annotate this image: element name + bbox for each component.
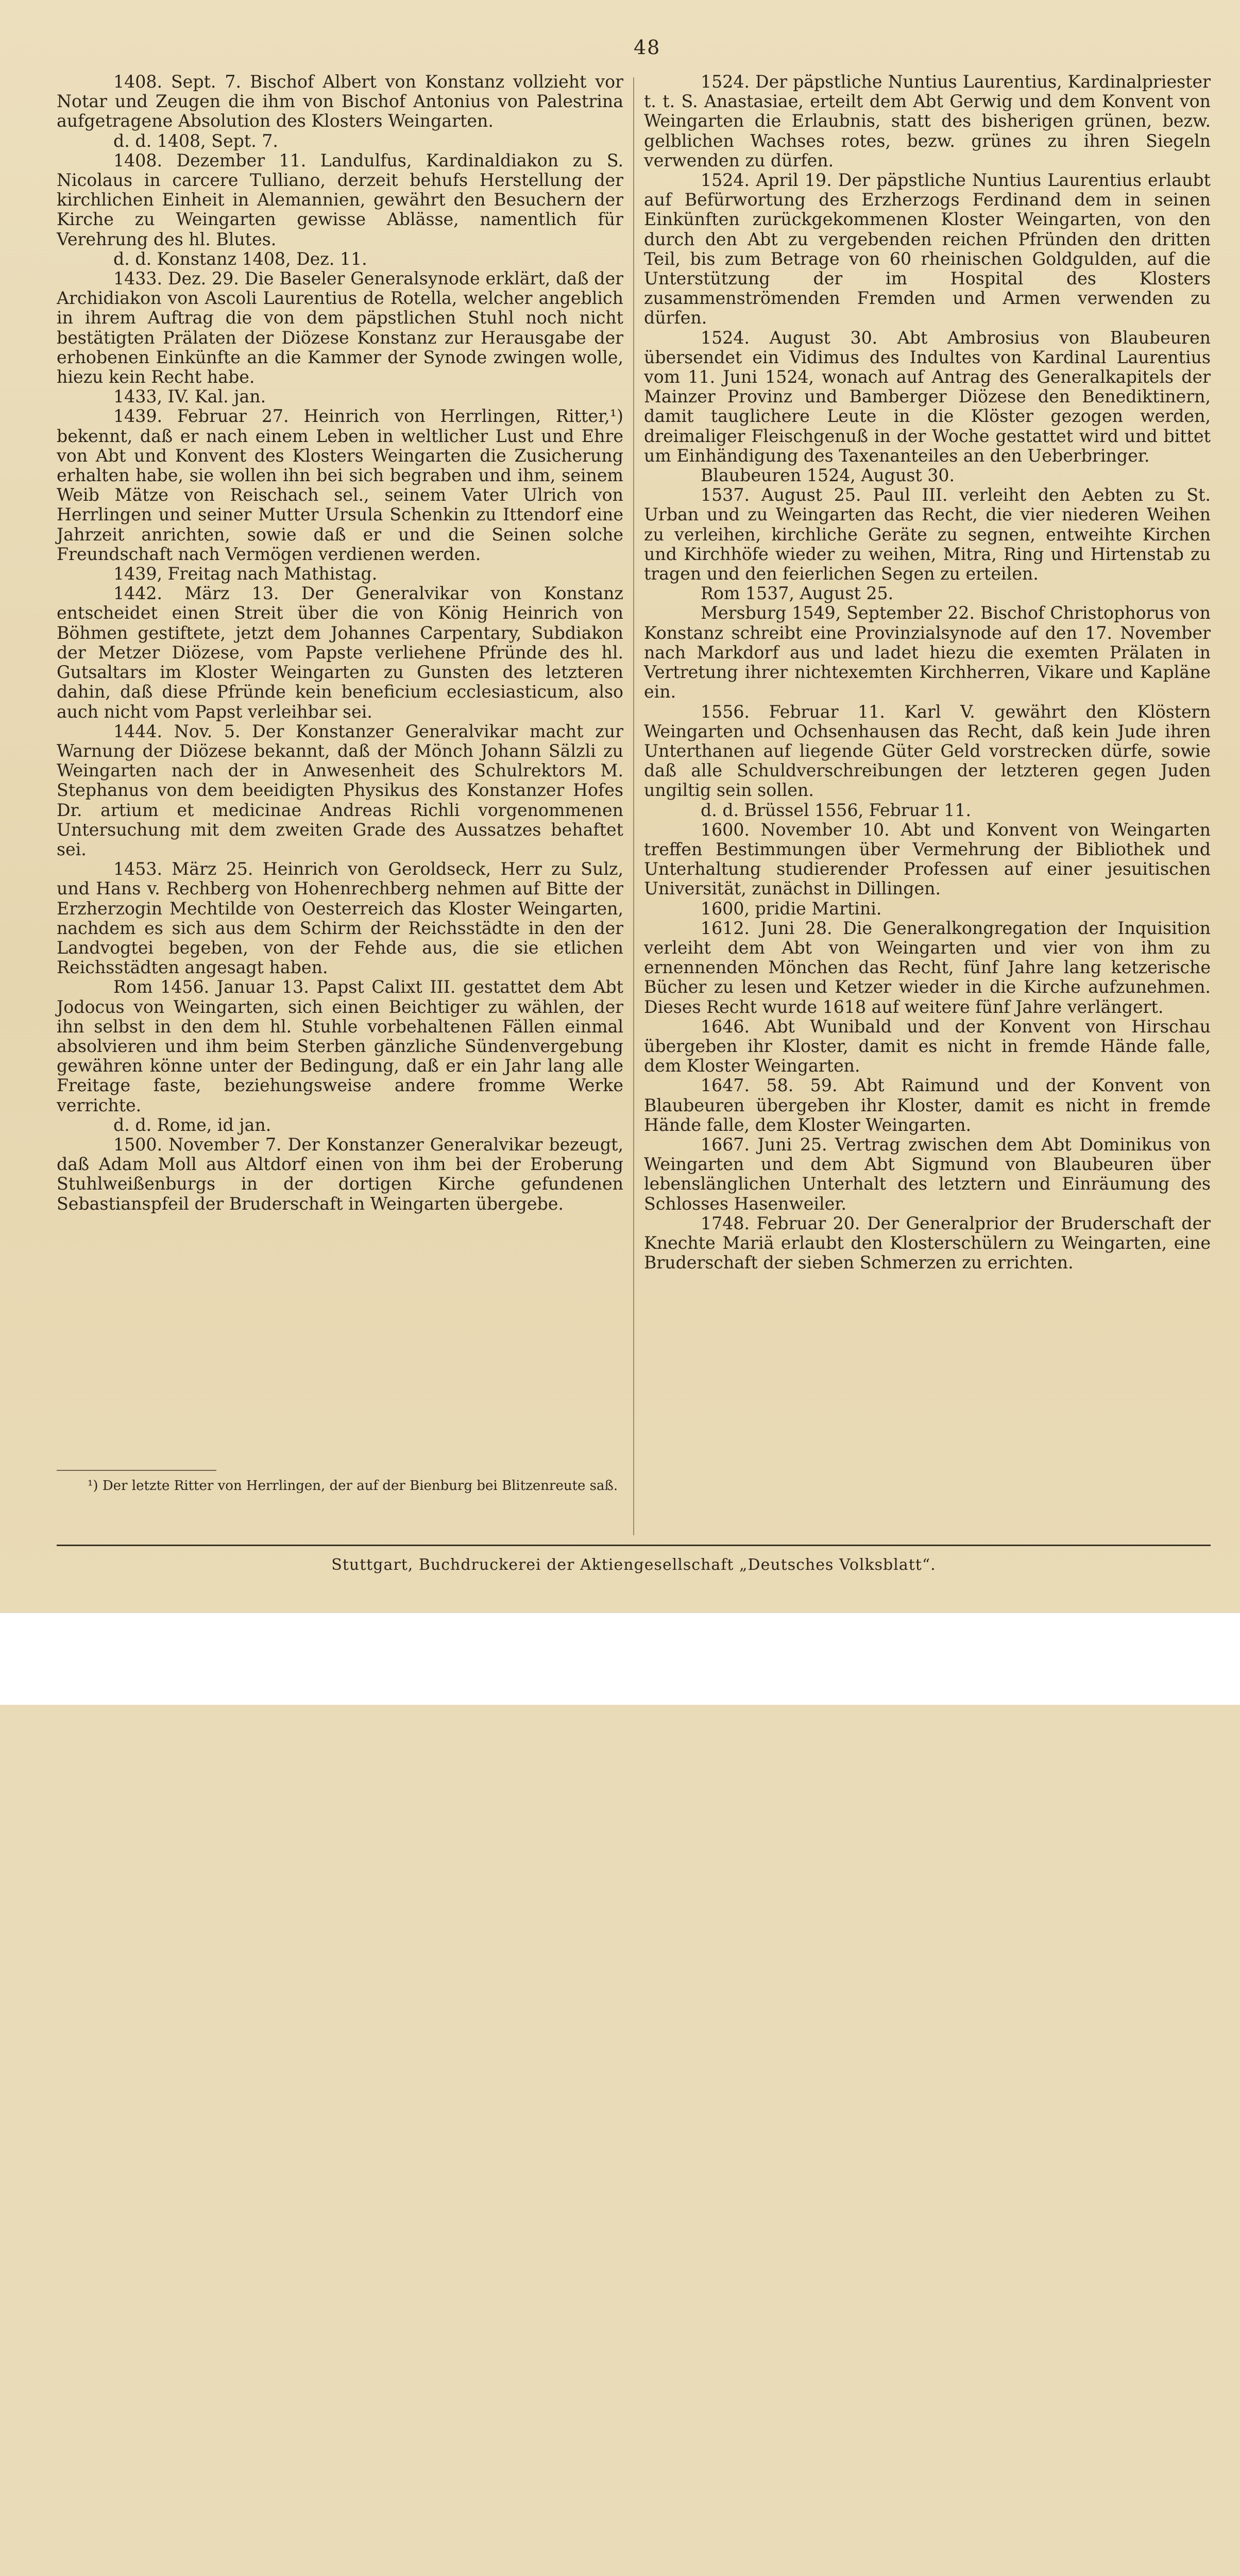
dateline: 1433, IV. Kal. jan. — [113, 386, 266, 407]
entry-1612: 1612. Juni 28. Die Generalkongregation der Inquisition verleiht dem Abt von Weingarten und vier von ihm zu ernennenden Mönchen das Recht, fünf Jahre lang ketzerische Bücher zu lesen und Ketzer wieder in die Kirche aufzunehmen. Dieses Recht wurde 1618 auf weitere fünf Jahre verlängert. — [644, 918, 1211, 1017]
imprint: Stuttgart, Buchdruckerei der Aktiengesellschaft „Deutsches Volksblatt“. — [331, 1556, 936, 1574]
entry-1524-august: 1524. August 30. Abt Ambrosius von Blaubeuren übersendet ein Vidimus des Indultes von Kardinal Laurentius vom 11. Juni 1524, wonach auf Antrag des Generalkapitels der Mainzer Provinz und Bamberger Diözese den Benediktinern, damit tauglichere Leute in die Klöster gezogen werden, dreimaliger Fleischgenuß in der Woche gestattet wird und bittet um Einhändigung des Taxenanteiles an den Ueberbringer. — [644, 327, 1211, 466]
page-number: 48 — [634, 36, 661, 59]
footnote-rule — [57, 1470, 216, 1471]
entry-1456: Rom 1456. Januar 13. Papst Calixt III. gestattet dem Abt Jodocus von Weingarten, sich einen Beichtiger zu wählen, der ihn selbst in den dem hl. Stuhle vorbehaltenen Fällen einmal absolvieren und ihm beim Sterben gänzliche Sündenvergebung gewähren könne unter der Bedingung, daß er ein Jahr lang alle Freitage faste, beziehungsweise andere fromme Werke verrichte. — [57, 977, 623, 1115]
imprint-rule — [57, 1545, 1211, 1546]
dateline: Blaubeuren 1524, August 30. — [701, 465, 955, 486]
dateline: d. d. 1408, Sept. 7. — [113, 130, 278, 151]
entry-1667: 1667. Juni 25. Vertrag zwischen dem Abt Dominikus von Weingarten und dem Abt Sigmund von Blaubeuren über lebenslänglichen Unterhalt des letztern und Einräumung des Schlosses Hasenweiler. — [644, 1134, 1211, 1214]
dateline: d. d. Konstanz 1408, Dez. 11. — [113, 248, 367, 269]
entry-1647: 1647. 58. 59. Abt Raimund und der Konvent von Blaubeuren übergeben ihr Kloster, damit es nicht in fremde Hände falle, dem Kloster Weingarten. — [644, 1075, 1211, 1135]
dateline: Rom 1537, August 25. — [701, 583, 894, 604]
entry-1433: 1433. Dez. 29. Die Baseler Generalsynode erklärt, daß der Archidiakon von Ascoli Laurentius de Rotella, welcher angeblich in ihrem Auftrag die von dem päpstlichen Stuhl noch nicht bestätigten Prälaten der Diözese Konstanz zur Herausgabe der erhobenen Einkünfte an die Kammer der Synode zwingen wolle, hiezu kein Recht habe. — [57, 268, 623, 387]
entry-1439: 1439. Februar 27. Heinrich von Herrlingen, Ritter,¹) bekennt, daß er nach einem Leben in weltlicher Lust und Ehre von Abt und Konvent des Klosters Weingarten die Zusicherung erhalten habe, sie wollen ihn bei sich begraben und ihm, seinem Weib Mätze von Reischach sel., seinem Vater Ulrich von Herrlingen und seiner Mutter Ursula Schenkin zu Ittendorf eine Jahrzeit anrichten, sowie daß er und die Seinen solche Freundschaft nach Vermögen verdienen werden. — [57, 406, 623, 564]
entry-1556: 1556. Februar 11. Karl V. gewährt den Klöstern Weingarten und Ochsenhausen das Recht, daß kein Jude ihren Unterthanen auf liegende Güter Geld vorstrecken dürfe, sowie daß alle Schuldverschreibungen der letzteren gegen Juden ungiltig sein sollen. — [644, 701, 1211, 801]
entry-1600: 1600. November 10. Abt und Konvent von Weingarten treffen Bestimmungen über Vermehrung der Bibliothek und Unterhaltung studierender Professen auf einer jesuitischen Universität, zunächst in Dillingen. — [644, 819, 1211, 899]
entry-1646: 1646. Abt Wunibald und der Konvent von Hirschau übergeben ihr Kloster, damit es nicht in fremde Hände falle, dem Kloster Weingarten. — [644, 1016, 1211, 1076]
column-divider — [633, 77, 634, 1535]
dateline: 1439, Freitag nach Mathistag. — [113, 564, 378, 584]
viewer-footer — [0, 1613, 1240, 1705]
entry-1408-sept: 1408. Sept. 7. Bischof Albert von Konstanz vollzieht vor Notar und Zeugen die ihm von Bischof Antonius von Palestrina aufgetragene Absolution des Klosters Weingarten. — [57, 72, 623, 131]
entry-1748: 1748. Februar 20. Der Generalprior der Bruderschaft der Knechte Mariä erlaubt den Klosterschülern zu Weingarten, eine Bruderschaft der sieben Schmerzen zu errichten. — [644, 1213, 1211, 1273]
entry-1444: 1444. Nov. 5. Der Konstanzer Generalvikar macht zur Warnung der Diözese bekannt, daß der Mönch Johann Sälzli zu Weingarten nach der in Anwesenheit des Schulrektors M. Stephanus von dem beeidigten Physikus des Konstanzer Hofes Dr. artium et medicinae Andreas Richli vorgenommenen Untersuchung mit dem zweiten Grade des Aussatzes behaftet sei. — [57, 721, 623, 859]
entry-1524: 1524. Der päpstliche Nuntius Laurentius, Kardinalpriester t. t. S. Anastasiae, erteilt dem Abt Gerwig und dem Konvent von Weingarten die Erlaubnis, statt des bisherigen grünen, bezw. gelblichen Wachses rotes, bezw. grünes zu ihren Siegeln verwenden zu dürfen. — [644, 72, 1211, 171]
left-column — [57, 72, 623, 1214]
entry-1500: 1500. November 7. Der Konstanzer Generalvikar bezeugt, daß Adam Moll aus Altdorf einen von ihm bei der Eroberung Stuhlweißenburgs in der dortigen Kirche gefundenen Sebastianspfeil der Bruderschaft in Weingarten übergebe. — [57, 1134, 623, 1214]
entry-1524-april: 1524. April 19. Der päpstliche Nuntius Laurentius erlaubt auf Befürwortung des Erzherzogs Ferdinand dem in seinen Einkünften zurückgekommenen Kloster Weingarten, von den durch den Abt zu vergebenden reichen Pfründen den dritten Teil, bis zum Betrage von 60 rheinischen Goldgulden, auf die Unterstützung der im Hospital des Klosters zusammenströmenden Fremden und Armen verwenden zu dürfen. — [644, 170, 1211, 328]
entry-1549: Mersburg 1549, September 22. Bischof Christophorus von Konstanz schreibt eine Provinzialsynode auf den 17. November nach Markdorf aus und ladet hiezu die exemten Prälaten in Vertretung ihrer nichtexemten Kirchherren, Vikare und Kapläne ein. — [644, 603, 1211, 702]
entry-1453: 1453. März 25. Heinrich von Geroldseck, Herr zu Sulz, und Hans v. Rechberg von Hohenrechberg nehmen auf Bitte der Erzherzogin Mechtilde von Oesterreich das Kloster Weingarten, nachdem es sich aus dem Schirm der Reichsstädte in den der Landvogtei begeben, von der Fehde aus, die sie etlichen Reichsstädten angesagt haben. — [57, 859, 623, 978]
entry-1537: 1537. August 25. Paul III. verleiht den Aebten zu St. Urban und zu Weingarten das Recht, die vier niederen Weihen zu verleihen, kirchliche Geräte zu segnen, entweihte Kirchen und Kirchhöfe wieder zu weihen, Mitra, Ring und Hirtenstab zu tragen und den feierlichen Segen zu erteilen. — [644, 485, 1211, 584]
entry-1408-dez: 1408. Dezember 11. Landulfus, Kardinaldiakon zu S. Nicolaus in carcere Tulliano, derzeit behufs Herstellung der kirchlichen Einheit in Alemannien, gewährt den Besuchern der Kirche zu Weingarten gewisse Ablässe, namentlich für Verehrung des hl. Blutes. — [57, 150, 623, 249]
dateline: d. d. Brüssel 1556, Februar 11. — [701, 800, 972, 820]
dateline: d. d. Rome, id jan. — [113, 1114, 271, 1135]
right-column — [644, 72, 1211, 1273]
dateline: 1600, pridie Martini. — [701, 898, 882, 919]
entry-1442: 1442. März 13. Der Generalvikar von Konstanz entscheidet einen Streit über die von König Heinrich von Böhmen gestiftete, jetzt dem Johannes Carpentary, Subdiakon der Metzer Diözese, vom Papste verliehene Pfründe des hl. Gutsaltars im Kloster Weingarten zu Gunsten des letzteren dahin, daß diese Pfründe kein beneficium ecclesiasticum, also auch nicht vom Papst verleihbar sei. — [57, 583, 623, 722]
footnote: ¹) Der letzte Ritter von Herrlingen, der auf der Bienburg bei Blitzenreute saß. — [88, 1478, 618, 1494]
